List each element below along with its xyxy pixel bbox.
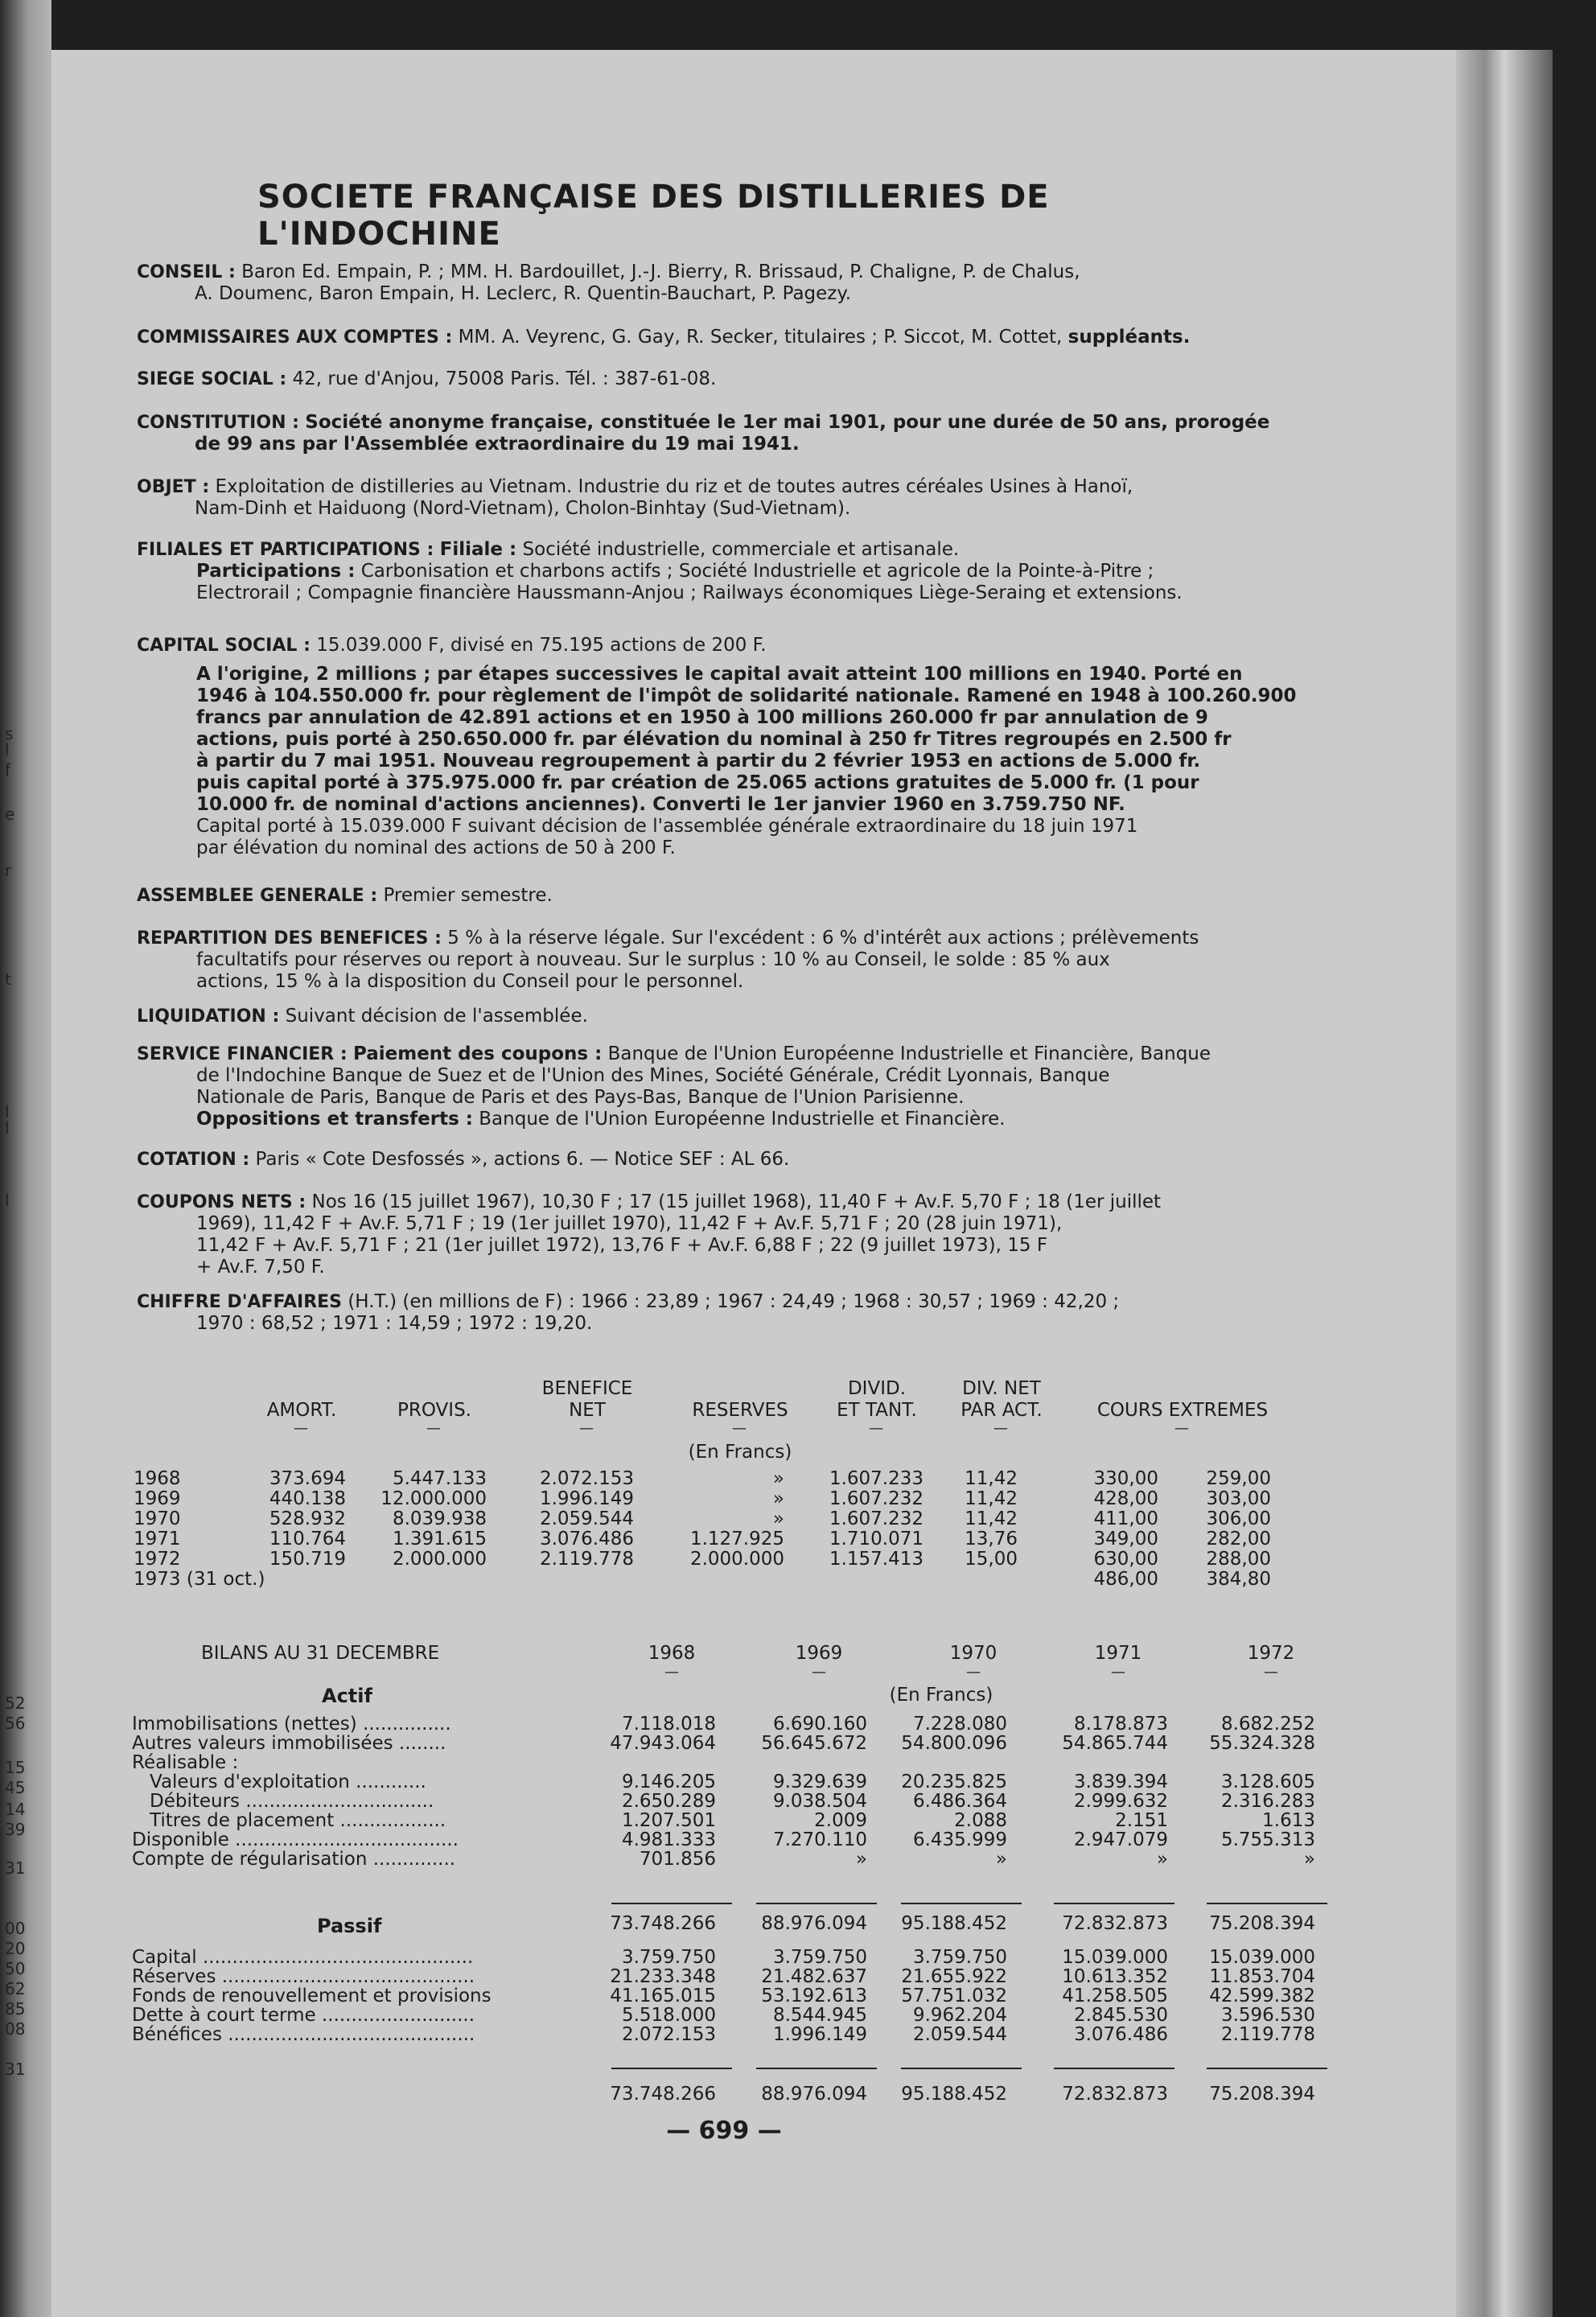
bilans-year: 1970 xyxy=(949,1643,998,1664)
total-rule xyxy=(611,1903,732,1904)
bilans-year: 1972 xyxy=(1247,1643,1295,1664)
coupons-line-1: Nos 16 (15 juillet 1967), 10,30 F ; 17 (15 juillet 1968), 11,40 F + Av.F. 5,70 F ; 18 (1er juillet xyxy=(311,1191,1162,1212)
coupons-section xyxy=(137,1191,1327,1278)
coupons-line-3: 11,42 F + Av.F. 5,71 F ; 21 (1er juillet 1972), 13,76 F + Av.F. 6,88 F ; 22 (9 juillet 1973), 15 F xyxy=(196,1235,1048,1256)
margin-letter: e xyxy=(5,805,15,824)
capital-history-line: par élévation du nominal des actions de 50 à 200 F. xyxy=(196,837,676,858)
filiales-section xyxy=(137,539,1327,604)
actif-row-value: 5.755.313 xyxy=(1220,1829,1315,1850)
bilans-title: BILANS AU 31 DECEMBRE xyxy=(201,1643,440,1664)
passif-row-value: 3.076.486 xyxy=(1073,2024,1168,2045)
chiffre-line-2: 1970 : 68,52 ; 1971 : 14,59 ; 1972 : 19,20. xyxy=(196,1313,593,1334)
constitution-label: CONSTITUTION : xyxy=(137,413,299,433)
actif-row-value: 54.800.096 xyxy=(901,1733,1007,1754)
bilans-year: 1968 xyxy=(648,1643,696,1664)
results-cell: 411,00 xyxy=(1093,1508,1158,1529)
capital-history-line: à partir du 7 mai 1951. Nouveau regroupement à partir du 2 février 1953 en actions de 5.000 fr. xyxy=(196,751,1201,772)
actif-row-value: 2.009 xyxy=(814,1810,867,1831)
capital-label: CAPITAL SOCIAL : xyxy=(137,636,311,656)
results-cell: 1.710.071 xyxy=(829,1529,923,1549)
passif-row-label: Dette à court terme .......................... xyxy=(132,2005,475,2026)
passif-row-value: 21.482.637 xyxy=(761,1966,867,1987)
margin-letter: l xyxy=(5,740,10,759)
margin-number: 14 xyxy=(5,1800,26,1819)
actif-row-value: 1.207.501 xyxy=(621,1810,716,1831)
results-cell: 259,00 xyxy=(1206,1468,1271,1489)
total-rule xyxy=(756,1903,877,1904)
actif-row-value: 54.865.744 xyxy=(1062,1733,1168,1754)
results-cell: 1.391.615 xyxy=(392,1529,487,1549)
commissaires-label: COMMISSAIRES AUX COMPTES : xyxy=(137,327,453,348)
repartition-line-1: 5 % à la réserve légale. Sur l'excédent : 6 % d'intérêt aux actions ; prélèvements xyxy=(447,928,1199,949)
passif-row-value: 3.759.750 xyxy=(621,1947,716,1968)
results-cell: 150.719 xyxy=(269,1549,346,1570)
actif-row-label: Débiteurs ................................ xyxy=(150,1791,434,1812)
results-cell: 373.694 xyxy=(269,1468,346,1489)
results-cell: 428,00 xyxy=(1093,1488,1158,1509)
results-cell: 15,00 xyxy=(965,1549,1018,1570)
bilans-year: 1971 xyxy=(1094,1643,1142,1664)
actif-row-value: 701.856 xyxy=(639,1849,716,1870)
actif-row-value: 6.435.999 xyxy=(912,1829,1007,1850)
passif-row-value: 8.544.945 xyxy=(772,2005,867,2026)
commissaires-suppleants: suppléants. xyxy=(1067,327,1191,348)
filiales-label: FILIALES ET PARTICIPATIONS : xyxy=(137,540,434,560)
results-cell: 5.447.133 xyxy=(392,1468,487,1489)
passif-row-value: 42.599.382 xyxy=(1209,1986,1315,2006)
results-cell: » xyxy=(772,1508,784,1529)
service-section xyxy=(137,1043,1327,1130)
col-header-divid-tant: ET TANT. xyxy=(837,1400,917,1421)
total-rule xyxy=(1054,2068,1174,2069)
col-header-amort: AMORT. xyxy=(266,1400,337,1421)
chiffre-section xyxy=(137,1291,1327,1335)
actif-row-value: 20.235.825 xyxy=(901,1772,1007,1792)
capital-history-line: A l'origine, 2 millions ; par étapes successives le capital avait atteint 100 millions en 1940. Porté en xyxy=(196,664,1243,685)
actif-total: 73.748.266 xyxy=(610,1913,716,1934)
total-rule xyxy=(756,2068,877,2069)
year-dash: — xyxy=(812,1664,826,1681)
passif-row-value: 21.233.348 xyxy=(610,1966,716,1987)
results-cell: 2.119.778 xyxy=(539,1549,634,1570)
actif-row-value: 4.981.333 xyxy=(621,1829,716,1850)
margin-number: 56 xyxy=(5,1714,26,1733)
results-cell: 349,00 xyxy=(1093,1529,1158,1549)
passif-total: 75.208.394 xyxy=(1209,2084,1315,2105)
passif-row-value: 53.192.613 xyxy=(761,1986,867,2006)
assemblee-section xyxy=(137,885,1327,907)
actif-row-value: 7.118.018 xyxy=(621,1714,716,1735)
passif-row-value: 3.759.750 xyxy=(912,1947,1007,1968)
margin-letter: l xyxy=(5,1102,10,1121)
coupons-label: COUPONS NETS : xyxy=(137,1192,306,1212)
col-header-benefice-net: NET xyxy=(569,1400,606,1421)
results-cell: 2.072.153 xyxy=(539,1468,634,1489)
passif-row-label: Bénéfices .......................................... xyxy=(132,2024,475,2045)
total-rule xyxy=(611,2068,732,2069)
capital-history-line: actions, puis porté à 250.650.000 fr. par élévation du nominal à 250 fr Titres regroupés en 2.500 fr xyxy=(196,729,1232,750)
book-edge xyxy=(1456,50,1553,2317)
actif-row-value: » xyxy=(1156,1849,1168,1870)
objet-line-1: Exploitation de distilleries au Vietnam. Industrie du riz et de toutes autres céréales Usines à Hanoï, xyxy=(215,476,1133,497)
margin-letter: l xyxy=(5,1118,10,1138)
results-cell: » xyxy=(772,1468,784,1489)
results-cell: 1.607.233 xyxy=(829,1468,923,1489)
margin-number: 00 xyxy=(5,1919,26,1938)
results-cell: 1.157.413 xyxy=(829,1549,923,1570)
margin-number: 52 xyxy=(5,1694,26,1713)
passif-row-value: 10.613.352 xyxy=(1062,1966,1168,1987)
siege-section xyxy=(137,368,1319,390)
year-dash: — xyxy=(1264,1664,1278,1681)
participations-label: Participations : xyxy=(196,561,356,582)
margin-letter: t xyxy=(5,969,11,989)
coupons-paiement-label: Paiement des coupons : xyxy=(353,1043,603,1064)
conseil-label: CONSEIL : xyxy=(137,262,236,282)
page-number: — 699 — xyxy=(666,2117,782,2145)
service-line-1: Banque de l'Union Européenne Industrielle et Financière, Banque xyxy=(607,1043,1211,1064)
col-header-cours: COURS EXTREMES xyxy=(1096,1400,1269,1421)
repartition-section xyxy=(137,928,1327,993)
passif-row-value: 5.518.000 xyxy=(621,2005,716,2026)
passif-row-value: 2.072.153 xyxy=(621,2024,716,2045)
capital-history-line: Capital porté à 15.039.000 F suivant décision de l'assemblée générale extraordinaire du 18 juin 1971 xyxy=(196,816,1138,837)
bilans-year: 1969 xyxy=(795,1643,843,1664)
results-year: 1970 xyxy=(134,1508,181,1529)
header-dash: — xyxy=(1174,1420,1189,1437)
actif-row-value: 3.128.605 xyxy=(1220,1772,1315,1792)
passif-row-value: 15.039.000 xyxy=(1209,1947,1315,1968)
service-line-3: Nationale de Paris, Banque de Paris et des Pays-Bas, Banque de l'Union Parisienne. xyxy=(196,1087,965,1108)
passif-row-value: 11.853.704 xyxy=(1209,1966,1315,1987)
actif-row-value: 8.682.252 xyxy=(1220,1714,1315,1735)
results-year: 1968 xyxy=(134,1468,181,1489)
commissaires-section xyxy=(137,327,1327,348)
margin-number: 39 xyxy=(5,1820,26,1839)
chiffre-label: CHIFFRE D'AFFAIRES xyxy=(137,1292,343,1312)
passif-row-value: 57.751.032 xyxy=(901,1986,1007,2006)
page-title: SOCIETE FRANÇAISE DES DISTILLERIES DE L'INDOCHINE xyxy=(257,179,1050,253)
actif-row-value: » xyxy=(1303,1849,1315,1870)
margin-letter: f xyxy=(5,760,11,780)
col-header-provis: PROVIS. xyxy=(397,1400,471,1421)
year-dash: — xyxy=(664,1664,679,1681)
results-cell: 528.932 xyxy=(269,1508,346,1529)
actif-row-value: 1.613 xyxy=(1262,1810,1315,1831)
repartition-line-3: actions, 15 % à la disposition du Conseil pour le personnel. xyxy=(196,971,744,992)
siege-text: 42, rue d'Anjou, 75008 Paris. Tél. : 387-61-08. xyxy=(292,368,717,389)
passif-total: 95.188.452 xyxy=(901,2084,1007,2105)
passif-total: 88.976.094 xyxy=(761,2084,867,2105)
passif-row-value: 3.759.750 xyxy=(772,1947,867,1968)
results-cell: 13,76 xyxy=(965,1529,1018,1549)
actif-row-value: 55.324.328 xyxy=(1209,1733,1315,1754)
capital-history-line: francs par annulation de 42.891 actions et en 1950 à 100 millions 260.000 fr par annulation de 9 xyxy=(196,707,1208,728)
results-cell: 3.076.486 xyxy=(539,1529,634,1549)
actif-row-label: Titres de placement .................. xyxy=(150,1810,446,1831)
passif-row-label: Capital .............................................. xyxy=(132,1947,474,1968)
actif-label: Actif xyxy=(322,1685,372,1707)
liquidation-label: LIQUIDATION : xyxy=(137,1006,280,1027)
header-dash: — xyxy=(294,1420,308,1437)
results-cell: 303,00 xyxy=(1206,1488,1271,1509)
results-year: 1969 xyxy=(134,1488,181,1509)
actif-total: 88.976.094 xyxy=(761,1913,867,1934)
actif-row-value: » xyxy=(855,1849,867,1870)
capital-history-line: puis capital porté à 375.975.000 fr. par création de 25.065 actions gratuites de 5.000 fr. (1 pour xyxy=(196,772,1199,793)
results-cell: 11,42 xyxy=(965,1488,1018,1509)
service-label: SERVICE FINANCIER : xyxy=(137,1044,348,1064)
capital-section xyxy=(137,635,1327,656)
passif-row-value: 41.258.505 xyxy=(1062,1986,1168,2006)
commissaires-text: MM. A. Veyrenc, G. Gay, R. Secker, titulaires ; P. Siccot, M. Cottet, xyxy=(458,327,1063,348)
objet-label: OBJET : xyxy=(137,477,210,497)
service-line-2: de l'Indochine Banque de Suez et de l'Union des Mines, Société Générale, Crédit Lyonnais, Banque xyxy=(196,1065,1110,1086)
constitution-line-2: de 99 ans par l'Assemblée extraordinaire du 19 mai 1941. xyxy=(195,434,800,455)
actif-row-value: 2.650.289 xyxy=(621,1791,716,1812)
conseil-line-2: A. Doumenc, Baron Empain, H. Leclerc, R. Quentin-Bauchart, P. Pagezy. xyxy=(195,283,852,304)
margin-number: 20 xyxy=(5,1939,26,1958)
col-header-divid: DIVID. xyxy=(847,1378,907,1399)
results-cell: 2.000.000 xyxy=(392,1549,487,1570)
results-cell: » xyxy=(772,1488,784,1509)
capital-history xyxy=(196,664,1322,859)
year-dash: — xyxy=(1111,1664,1125,1681)
actif-row-value: 9.329.639 xyxy=(772,1772,867,1792)
actif-row-label: Compte de régularisation .............. xyxy=(132,1849,456,1870)
margin-number: 31 xyxy=(5,1858,26,1878)
header-dash: — xyxy=(869,1420,883,1437)
siege-label: SIEGE SOCIAL : xyxy=(137,369,287,389)
results-cell: 1.127.925 xyxy=(689,1529,784,1549)
actif-row-value: 2.151 xyxy=(1115,1810,1168,1831)
coupons-line-4: + Av.F. 7,50 F. xyxy=(196,1257,325,1278)
margin-number: 15 xyxy=(5,1758,26,1777)
actif-row-value: 2.947.079 xyxy=(1073,1829,1168,1850)
actif-row-value: 7.228.080 xyxy=(912,1714,1007,1735)
cotation-text: Paris « Cote Desfossés », actions 6. — Notice SEF : AL 66. xyxy=(255,1149,790,1170)
actif-row-value: 47.943.064 xyxy=(610,1733,716,1754)
actif-total: 75.208.394 xyxy=(1209,1913,1315,1934)
margin-number: 45 xyxy=(5,1778,26,1797)
passif-row-value: 9.962.204 xyxy=(912,2005,1007,2026)
results-cell: 12.000.000 xyxy=(380,1488,487,1509)
passif-row-value: 2.119.778 xyxy=(1220,2024,1315,2045)
passif-row-value: 2.059.544 xyxy=(912,2024,1007,2045)
actif-row-value: 56.645.672 xyxy=(761,1733,867,1754)
col-header-benefice: BENEFICE xyxy=(541,1378,633,1399)
results-cell: 486,00 xyxy=(1093,1569,1158,1590)
results-cell: 1.996.149 xyxy=(539,1488,634,1509)
conseil-line-1: Baron Ed. Empain, P. ; MM. H. Bardouillet, J.-J. Bierry, R. Brissaud, P. Chaligne, P. de Chalus, xyxy=(241,261,1080,282)
filiale-label: Filiale : xyxy=(439,539,517,560)
results-cell: 306,00 xyxy=(1206,1508,1271,1529)
results-cell: 11,42 xyxy=(965,1468,1018,1489)
col-header-divnet: DIV. NET xyxy=(962,1378,1041,1399)
header-dash: — xyxy=(426,1420,441,1437)
conseil-section xyxy=(137,261,1319,305)
bilans-unit: (En Francs) xyxy=(889,1685,993,1706)
margin-number: 31 xyxy=(5,2060,26,2079)
passif-total: 72.832.873 xyxy=(1062,2084,1168,2105)
actif-row-value: 9.146.205 xyxy=(621,1772,716,1792)
cotation-label: COTATION : xyxy=(137,1150,250,1170)
chiffre-line-1: (H.T.) (en millions de F) : 1966 : 23,89 ; 1967 : 24,49 ; 1968 : 30,57 ; 1969 : 42,20 ; xyxy=(348,1291,1120,1312)
passif-row-value: 15.039.000 xyxy=(1062,1947,1168,1968)
margin-letter: r xyxy=(5,861,12,880)
actif-total: 95.188.452 xyxy=(901,1913,1007,1934)
passif-row-value: 41.165.015 xyxy=(610,1986,716,2006)
results-cell: 330,00 xyxy=(1093,1468,1158,1489)
actif-row-value: 6.486.364 xyxy=(912,1791,1007,1812)
participations-line-2: Electrorail ; Compagnie financière Haussmann-Anjou ; Railways économiques Liège-Seraing et extensions. xyxy=(196,582,1183,603)
results-cell: 288,00 xyxy=(1206,1549,1271,1570)
actif-row-label: Disponible ...................................... xyxy=(132,1829,459,1850)
margin-number: 85 xyxy=(5,1999,26,2019)
actif-row-value: 2.999.632 xyxy=(1073,1791,1168,1812)
actif-row-value: 2.316.283 xyxy=(1220,1791,1315,1812)
col-header-reserves: RESERVES xyxy=(692,1400,788,1421)
coupons-line-2: 1969), 11,42 F + Av.F. 5,71 F ; 19 (1er juillet 1970), 11,42 F + Av.F. 5,71 F ; 20 (28 juin 1971), xyxy=(196,1213,1063,1234)
liquidation-section xyxy=(137,1006,1327,1027)
capital-text: 15.039.000 F, divisé en 75.195 actions de 200 F. xyxy=(316,635,767,656)
results-cell: 2.059.544 xyxy=(539,1508,634,1529)
total-rule xyxy=(901,2068,1022,2069)
oppositions-label: Oppositions et transferts : xyxy=(196,1109,473,1130)
results-cell: 440.138 xyxy=(269,1488,346,1509)
participations-line-1: Carbonisation et charbons actifs ; Société Industrielle et agricole de la Pointe-à-Pitre ; xyxy=(360,561,1154,582)
results-cell: 1.607.232 xyxy=(829,1488,923,1509)
capital-history-line: 1946 à 104.550.000 fr. pour règlement de l'impôt de solidarité nationale. Ramené en 1948 à 100.260.900 xyxy=(196,685,1297,706)
passif-row-value: 2.845.530 xyxy=(1073,2005,1168,2026)
results-year: 1971 xyxy=(134,1529,181,1549)
actif-row-label: Autres valeurs immobilisées ........ xyxy=(132,1733,446,1754)
results-unit: (En Francs) xyxy=(688,1442,792,1463)
cotation-section xyxy=(137,1149,1327,1171)
capital-history-line: 10.000 fr. de nominal d'actions anciennes). Converti le 1er janvier 1960 en 3.759.750 NF. xyxy=(196,794,1125,815)
total-rule xyxy=(1054,1903,1174,1904)
results-year: 1973 (31 oct.) xyxy=(134,1569,265,1590)
actif-row-value: 3.839.394 xyxy=(1073,1772,1168,1792)
margin-number: 50 xyxy=(5,1959,26,1978)
col-header-divnet-action: PAR ACT. xyxy=(960,1400,1043,1421)
passif-row-value: 21.655.922 xyxy=(901,1966,1007,1987)
constitution-section xyxy=(137,412,1327,455)
margin-number: 62 xyxy=(5,1979,26,1998)
filiale-text: Société industrielle, commerciale et artisanale. xyxy=(522,539,960,560)
total-rule xyxy=(901,1903,1022,1904)
liquidation-text: Suivant décision de l'assemblée. xyxy=(285,1006,588,1027)
repartition-label: REPARTITION DES BENEFICES : xyxy=(137,928,442,949)
results-cell: 630,00 xyxy=(1093,1549,1158,1570)
oppositions-text: Banque de l'Union Européenne Industrielle et Financière. xyxy=(479,1109,1006,1130)
assemblee-label: ASSEMBLEE GENERALE : xyxy=(137,886,378,906)
passif-row-label: Fonds de renouvellement et provisions xyxy=(132,1986,492,2006)
results-year: 1972 xyxy=(134,1549,181,1570)
constitution-line-1: Société anonyme française, constituée le 1er mai 1901, pour une durée de 50 ans, prorogée xyxy=(305,412,1270,433)
results-cell: 110.764 xyxy=(269,1529,346,1549)
margin-letter: s xyxy=(5,724,14,743)
results-cell: 11,42 xyxy=(965,1508,1018,1529)
objet-line-2: Nam-Dinh et Haiduong (Nord-Vietnam), Cholon-Binhtay (Sud-Vietnam). xyxy=(195,498,851,519)
actif-row-value: 8.178.873 xyxy=(1073,1714,1168,1735)
left-margin-fragments xyxy=(0,0,51,2317)
passif-total: 73.748.266 xyxy=(610,2084,716,2105)
header-dash: — xyxy=(732,1420,747,1437)
actif-row-value: 9.038.504 xyxy=(772,1791,867,1812)
assemblee-text: Premier semestre. xyxy=(383,885,553,906)
margin-letter: l xyxy=(5,1191,10,1210)
passif-row-value: 3.596.530 xyxy=(1220,2005,1315,2026)
year-dash: — xyxy=(966,1664,981,1681)
actif-row-value: 2.088 xyxy=(954,1810,1007,1831)
actif-row-label: Immobilisations (nettes) ............... xyxy=(132,1714,451,1735)
actif-row-value: » xyxy=(995,1849,1007,1870)
results-cell: 282,00 xyxy=(1206,1529,1271,1549)
header-dash: — xyxy=(579,1420,594,1437)
actif-row-value: 7.270.110 xyxy=(772,1829,867,1850)
total-rule xyxy=(1207,1903,1327,1904)
header-dash: — xyxy=(993,1420,1008,1437)
passif-row-value: 1.996.149 xyxy=(772,2024,867,2045)
repartition-line-2: facultatifs pour réserves ou report à nouveau. Sur le surplus : 10 % au Conseil, le solde : 85 % aux xyxy=(196,949,1110,970)
results-cell: 8.039.938 xyxy=(392,1508,487,1529)
margin-number: 08 xyxy=(5,2019,26,2039)
passif-row-label: Réserves ........................................... xyxy=(132,1966,475,1987)
results-cell: 2.000.000 xyxy=(689,1549,784,1570)
passif-label: Passif xyxy=(317,1915,382,1937)
actif-row-value: 6.690.160 xyxy=(772,1714,867,1735)
actif-total: 72.832.873 xyxy=(1062,1913,1168,1934)
results-cell: 384,80 xyxy=(1206,1569,1271,1590)
results-cell: 1.607.232 xyxy=(829,1508,923,1529)
actif-row-label: Valeurs d'exploitation ............ xyxy=(150,1772,426,1792)
total-rule xyxy=(1207,2068,1327,2069)
actif-row-label: Réalisable : xyxy=(132,1752,239,1773)
objet-section xyxy=(137,476,1327,520)
